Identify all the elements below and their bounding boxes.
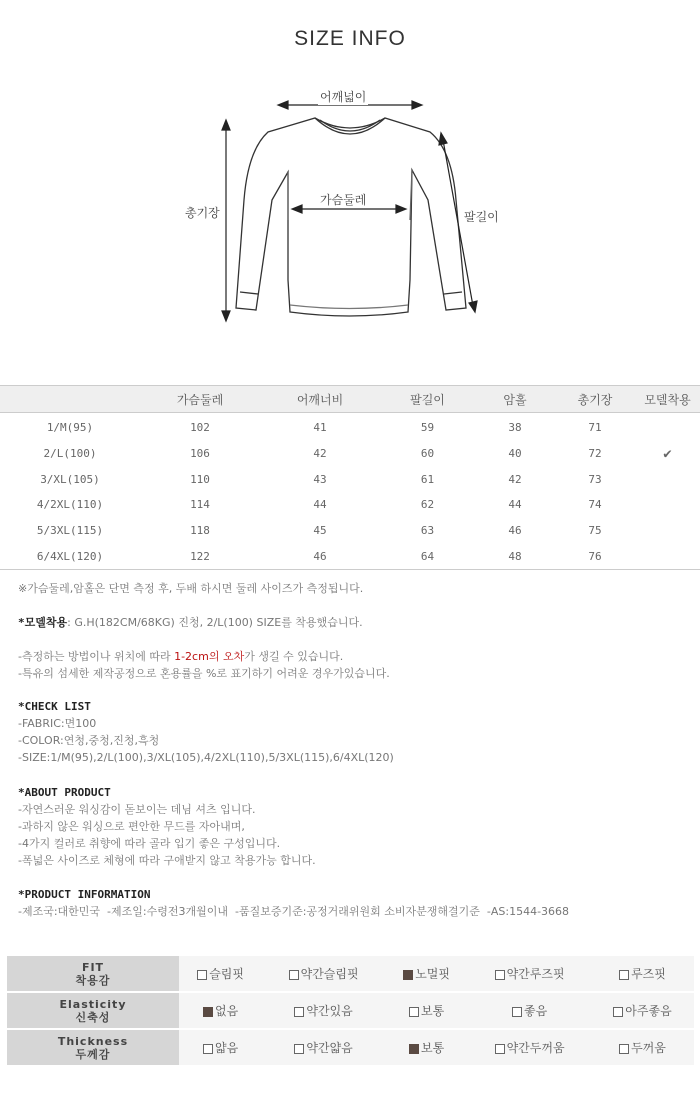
measure-note: ※가슴둘레,암홀은 단면 측정 후, 두배 하시면 둘레 사이즈가 측정됩니다. (18, 582, 364, 595)
checked-box-icon (409, 1044, 419, 1054)
fit-option (179, 1029, 262, 1066)
shirt-illustration (0, 80, 700, 340)
size-table (0, 385, 700, 570)
checkmark-icon: ✔ (663, 445, 672, 462)
fit-option-label: 보통 (421, 1041, 445, 1055)
header-sleeve: 팔길이 (380, 386, 475, 413)
header-chest: 가슴둘레 (140, 386, 260, 413)
fit-option (468, 992, 591, 1029)
fit-option (385, 956, 468, 992)
fit-option-label: 좋음 (523, 1004, 548, 1018)
model-note (18, 614, 688, 631)
list-item: -FABRIC:면100 (18, 717, 97, 730)
empty-box-icon (619, 1044, 629, 1054)
armhole-cell: 42 (508, 472, 522, 486)
size-cell: 6/4XL(120) (0, 543, 140, 569)
empty-box-icon (289, 970, 299, 980)
shoulder-label: 어깨넓이 (320, 90, 367, 104)
chest-cell: 118 (190, 524, 210, 538)
length-cell: 72 (588, 447, 602, 461)
model-cell (635, 543, 700, 569)
chest-cell: 122 (140, 543, 260, 569)
fit-option-label: 아주좋음 (625, 1004, 672, 1018)
sleeve-cell: 63 (420, 524, 435, 538)
check-list (18, 698, 698, 766)
fit-option-label: 약간슬림핏 (300, 967, 359, 981)
empty-box-icon (619, 970, 629, 980)
length-cell: 75 (588, 524, 602, 538)
shoulder-cell: 43 (313, 472, 327, 486)
shoulder-cell: 42 (313, 447, 327, 461)
fit-option (262, 992, 385, 1029)
armhole-cell: 40 (508, 447, 522, 461)
chest-cell: 106 (190, 447, 210, 461)
empty-box-icon (409, 1007, 419, 1017)
table-row (0, 543, 700, 569)
armhole-cell: 38 (508, 421, 522, 435)
table-row (0, 441, 700, 467)
about-product (18, 784, 698, 869)
table-row (0, 518, 700, 544)
length-label: 총기장 (185, 206, 220, 220)
chest-cell: 114 (190, 498, 210, 512)
fit-label-ko: 두께감 (75, 1047, 111, 1061)
shoulder-cell: 41 (313, 421, 327, 435)
empty-box-icon (203, 1044, 213, 1054)
fit-option (468, 1029, 591, 1066)
fit-option-label: 노멀핏 (415, 967, 450, 981)
list-item: -과하지 않은 워싱으로 편안한 무드를 자아내며, (18, 820, 245, 833)
error-note-pre: -측정하는 방법이나 위치에 따라 (18, 650, 175, 663)
armhole-cell: 46 (508, 524, 522, 538)
header-armhole: 암홀 (475, 386, 555, 413)
model-cell (635, 492, 700, 518)
fit-label-en: Thickness (57, 1034, 129, 1048)
model-cell (635, 518, 700, 544)
chest-label: 가슴둘레 (320, 193, 367, 207)
header-model: 모델착용 (635, 386, 700, 413)
list-item: -COLOR:연청,중청,진청,흑청 (18, 734, 160, 747)
size-cell: 2/L(100) (43, 447, 97, 461)
list-item: -폭넓은 사이즈로 체형에 따라 구애받지 않고 착용가능 합니다. (18, 854, 316, 867)
size-notes (18, 580, 688, 682)
shoulder-cell: 44 (313, 498, 327, 512)
product-info-heading: *PRODUCT INFORMATION (18, 888, 151, 901)
header-size (0, 386, 140, 413)
sleeve-cell: 61 (420, 472, 435, 486)
fit-option (591, 992, 694, 1029)
model-cell (635, 466, 700, 492)
error-note (18, 648, 688, 665)
shoulder-cell: 46 (260, 543, 380, 569)
table-row (0, 492, 700, 518)
fit-label-ko: 착용감 (75, 973, 111, 987)
empty-box-icon (294, 1044, 304, 1054)
fit-label-ko: 신축성 (75, 1010, 111, 1024)
empty-box-icon (495, 970, 505, 980)
chest-cell: 110 (190, 472, 210, 486)
table-row (0, 413, 700, 441)
error-note-post: 가 생길 수 있습니다. (244, 650, 344, 663)
sleeve-cell: 62 (420, 498, 435, 512)
sleeve-cell: 60 (420, 447, 435, 461)
fit-label-en: Elasticity (59, 997, 127, 1011)
fit-option (468, 956, 591, 992)
fit-table (7, 956, 694, 1067)
empty-box-icon (294, 1007, 304, 1017)
sleeve-cell: 59 (420, 421, 435, 435)
product-info-text: -제조국:대한민국 -제조일:수령전3개월이내 -품질보증기준:공정거래위원회 소비자분쟁해결기준 -AS:1544-3668 (18, 905, 570, 918)
empty-box-icon (613, 1007, 623, 1017)
fit-row (7, 992, 694, 1029)
sleeve-label: 팔길이 (464, 210, 499, 224)
empty-box-icon (512, 1007, 522, 1017)
fit-option (179, 956, 262, 992)
fit-option (385, 1029, 468, 1066)
fit-option-label: 두꺼움 (631, 1041, 666, 1055)
table-row (0, 466, 700, 492)
fit-option-label: 루즈핏 (631, 967, 666, 981)
fit-option (591, 956, 694, 992)
list-item: -자연스러운 워싱감이 돋보이는 데님 셔츠 입니다. (18, 803, 256, 816)
length-cell: 71 (588, 421, 602, 435)
page-title: SIZE INFO (294, 27, 406, 50)
blend-note: -특유의 섬세한 제작공정으로 혼용률을 %로 표기하기 어려운 경우가있습니다. (18, 667, 390, 680)
size-table-header (0, 386, 700, 413)
checked-box-icon (203, 1007, 213, 1017)
fit-option-label: 약간두꺼움 (506, 1041, 565, 1055)
length-cell: 73 (588, 472, 602, 486)
about-product-heading: *ABOUT PRODUCT (18, 786, 111, 799)
fit-option (591, 1029, 694, 1066)
check-list-heading: *CHECK LIST (18, 700, 91, 713)
fit-option-label: 없음 (215, 1004, 239, 1018)
fit-row (7, 1029, 694, 1066)
fit-row-label (7, 956, 179, 992)
size-cell: 5/3XL(115) (36, 524, 104, 538)
size-cell: 4/2XL(110) (36, 498, 104, 512)
header-shoulder: 어깨너비 (260, 386, 380, 413)
chest-cell: 102 (190, 421, 210, 435)
fit-option (179, 992, 262, 1029)
fit-row (7, 956, 694, 992)
length-cell: 76 (555, 543, 635, 569)
armhole-cell: 48 (475, 543, 555, 569)
size-cell: 3/XL(105) (40, 472, 100, 486)
fit-label-en: FIT (81, 960, 105, 974)
fit-option-label: 약간있음 (306, 1004, 353, 1018)
checked-box-icon (403, 970, 413, 980)
fit-option-label: 얇음 (215, 1041, 239, 1055)
sleeve-cell: 64 (380, 543, 475, 569)
fit-option (262, 1029, 385, 1066)
fit-option-label: 보통 (421, 1004, 445, 1018)
model-note-text: : G.H(182CM/68KG) 진청, 2/L(100) SIZE를 착용했습니다. (67, 616, 363, 629)
header-length: 총기장 (555, 386, 635, 413)
fit-option-label: 약간루즈핏 (506, 967, 565, 981)
fit-option (385, 992, 468, 1029)
list-item: -4가지 컬러로 취향에 따라 골라 입기 좋은 구성입니다. (18, 837, 281, 850)
fit-option (262, 956, 385, 992)
model-cell (635, 413, 700, 441)
list-item: -SIZE:1/M(95),2/L(100),3/XL(105),4/2XL(110),5/3XL(115),6/4XL(120) (18, 751, 394, 764)
model-note-label: *모델착용 (18, 616, 68, 629)
fit-row-label (7, 1029, 179, 1066)
fit-option-label: 슬림핏 (209, 967, 244, 981)
empty-box-icon (197, 970, 207, 980)
product-information (18, 886, 698, 920)
length-cell: 74 (588, 498, 602, 512)
error-note-highlight: 1-2cm의 오차 (174, 650, 245, 663)
armhole-cell: 44 (508, 498, 522, 512)
fit-option-label: 약간얇음 (306, 1041, 353, 1055)
shirt-diagram (0, 80, 700, 340)
shoulder-cell: 45 (313, 524, 327, 538)
empty-box-icon (495, 1044, 505, 1054)
size-cell: 1/M(95) (46, 421, 94, 435)
fit-row-label (7, 992, 179, 1029)
